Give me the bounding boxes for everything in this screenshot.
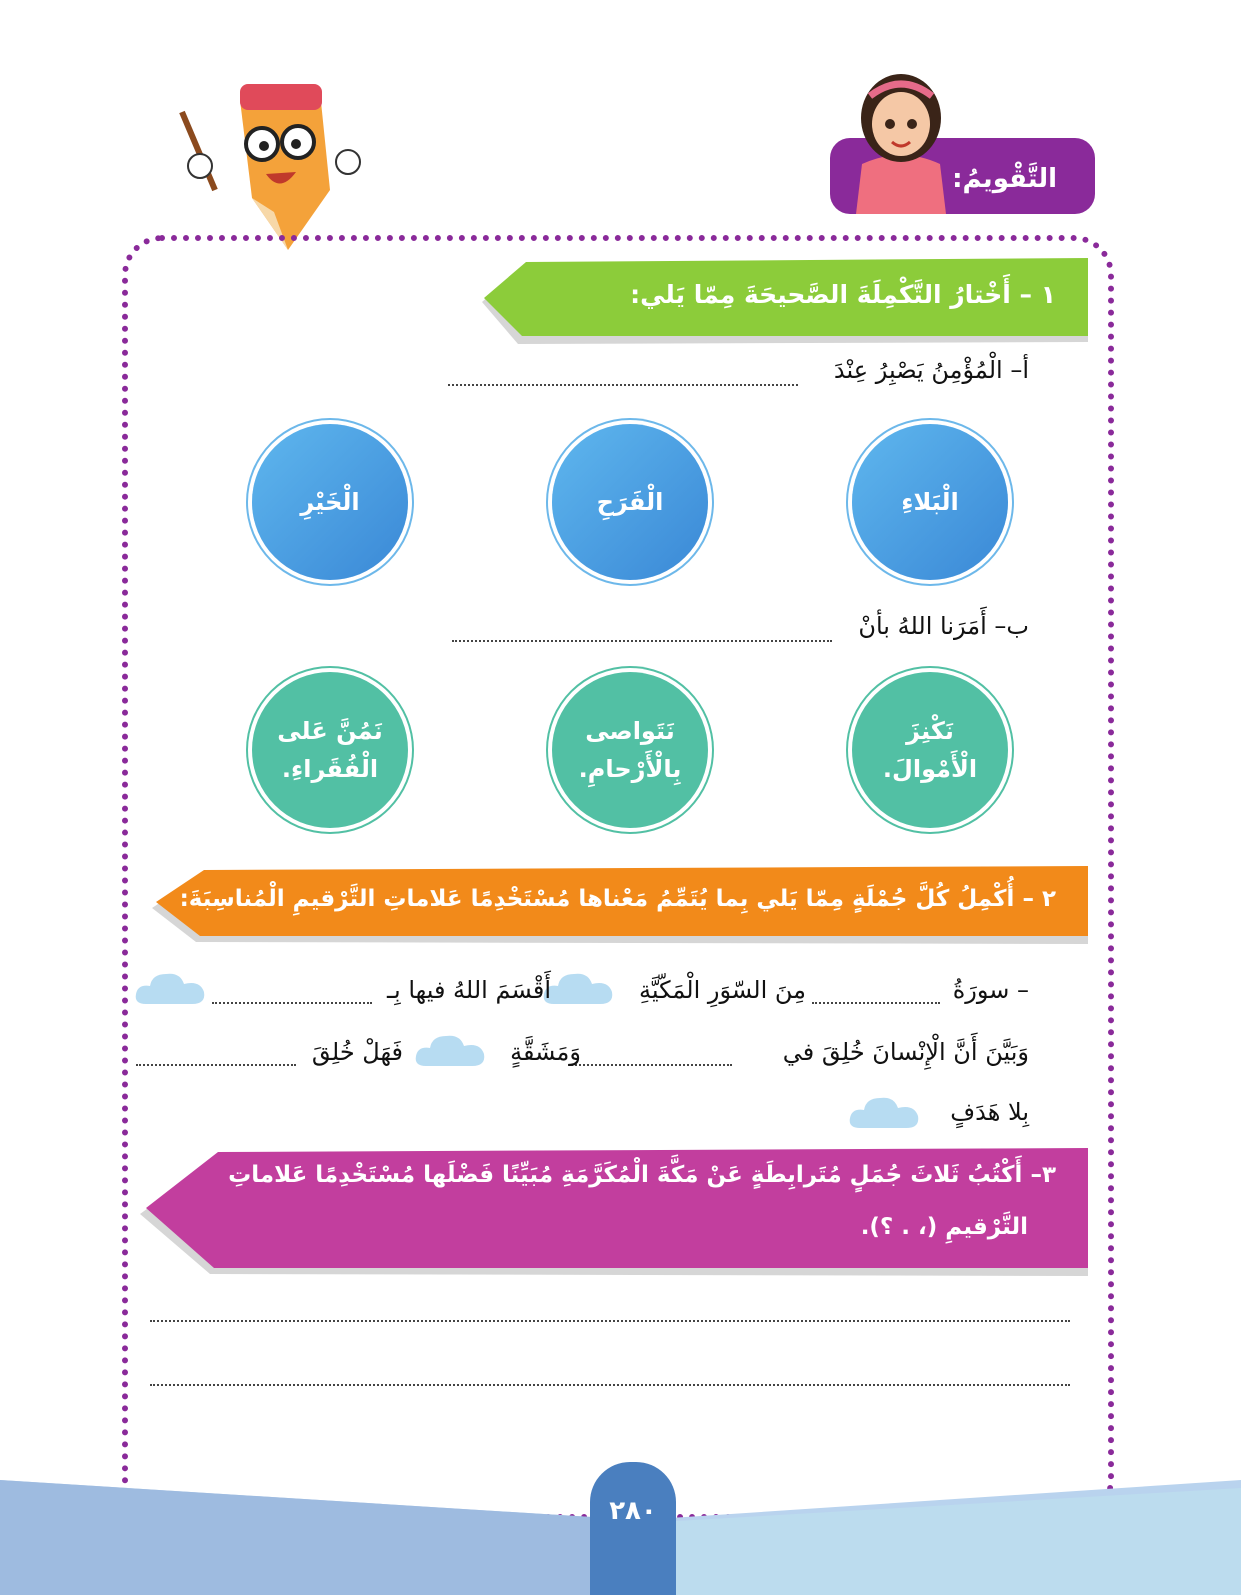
answer-line[interactable]: [136, 1064, 296, 1066]
question-2-title: ٢ – أُكْمِلُ كُلَّ جُمْلَةٍ مِمّا يَلي بِما يُتَمِّمُ مَعْناها مُسْتَخْدِمًا عَلاماتِ التَّرْقيمِ الْمُناسِبَةَ:: [179, 886, 1056, 912]
answer-line[interactable]: [448, 384, 798, 386]
option-1b-1[interactable]: نَكْنِزَ الْأَمْوالَ.: [852, 672, 1008, 828]
option-1a-1[interactable]: الْبَلاءِ: [852, 424, 1008, 580]
question-2-line1-mid: مِنَ السّوَرِ الْمَكّيَّةِ: [639, 976, 806, 1004]
answer-line[interactable]: [812, 1002, 940, 1004]
question-2-banner: [152, 866, 1088, 944]
question-1-title: ١ – أَخْتارُ التَّكْمِلَةَ الصَّحيحَةَ مِمّا يَلي:: [630, 280, 1056, 309]
page-number-tab: [590, 1462, 676, 1595]
option-1a-2[interactable]: الْفَرَحِ: [552, 424, 708, 580]
option-1a-3[interactable]: الْخَيْرِ: [252, 424, 408, 580]
answer-line[interactable]: [150, 1384, 1070, 1386]
answer-line[interactable]: [568, 1064, 732, 1066]
question-3-banner: [140, 1148, 1088, 1276]
answer-line[interactable]: [150, 1320, 1070, 1322]
cloud-icon[interactable]: [414, 1032, 486, 1070]
question-1b-prompt: ب– أَمَرَنا اللهُ بأنْ: [858, 612, 1029, 640]
option-1b-3[interactable]: نَمُنَّ عَلى الْفُقَراءِ.: [252, 672, 408, 828]
question-2-line3: بِلا هَدَفٍ: [950, 1098, 1029, 1126]
question-2-line2-end: فَهَلْ خُلِقَ: [311, 1038, 403, 1066]
question-3-title-line1: ٣– أَكْتُبُ ثَلاثَ جُمَلٍ مُتَرابِطَةٍ عَنْ مَكَّةَ الْمُكَرَّمَةِ مُبَيِّنًا فَضْلَها مُسْتَخْدِمًا عَلاماتِ: [228, 1162, 1056, 1188]
cloud-icon[interactable]: [134, 970, 206, 1008]
question-2-line1-start: – سورَةُ: [952, 976, 1029, 1004]
question-2-line1-end: أَقْسَمَ اللهُ فيها بِـ: [386, 976, 551, 1004]
page-title: التَّقْويمُ:: [952, 164, 1057, 194]
question-2-line2-start: وَبَيَّنَ أَنَّ الْإِنْسانَ خُلِقَ في: [782, 1038, 1029, 1066]
page-number: ٢٨٠: [609, 1496, 657, 1526]
cloud-icon[interactable]: [542, 970, 614, 1008]
cloud-icon[interactable]: [848, 1094, 920, 1132]
pencil-mascot-icon: [170, 70, 370, 260]
question-1-banner: [482, 258, 1088, 344]
girl-avatar-icon: [842, 66, 960, 214]
answer-line[interactable]: [212, 1002, 372, 1004]
option-1b-2[interactable]: نَتَواصى بِالْأَرْحامِ.: [552, 672, 708, 828]
question-2-line2-mid: وَمَشَقَّةٍ: [510, 1038, 581, 1066]
answer-line[interactable]: [452, 640, 832, 642]
question-1a-prompt: أ– الْمُؤْمِنُ يَصْبِرُ عِنْدَ: [833, 356, 1029, 384]
question-3-title-line2: التَّرْقيمِ (، . ؟).: [860, 1214, 1028, 1240]
